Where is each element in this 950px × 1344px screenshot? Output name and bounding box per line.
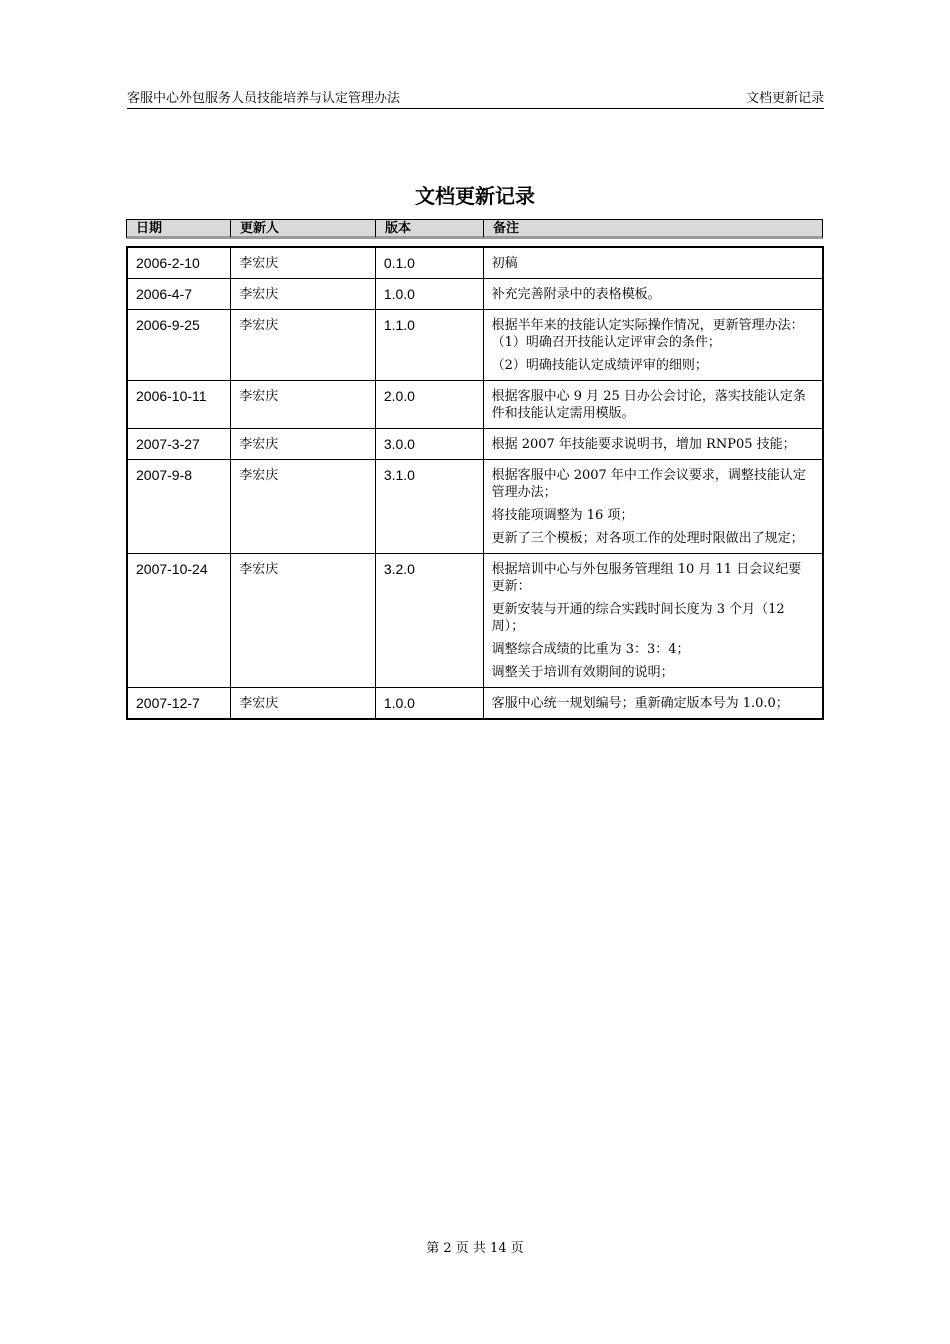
cell-notes xyxy=(483,247,823,279)
table-row xyxy=(127,381,823,429)
note-line: 客服中心统一规划编号；重新确定版本号为 1.0.0； xyxy=(491,696,789,711)
cell-date: 2007-10-24 xyxy=(127,554,231,688)
cell-date: 2006-4-7 xyxy=(127,279,231,310)
column-header-date: 日期 xyxy=(127,220,231,237)
cell-date: 2006-2-10 xyxy=(127,247,231,279)
note-line: 更新安装与开通的综合实践时间长度为 3 个月（12 周）； xyxy=(491,602,785,634)
table-row xyxy=(127,460,823,554)
note-line: 补充完善附录中的表格模板。 xyxy=(491,287,661,302)
cell-version: 2.0.0 xyxy=(375,381,483,429)
header-document-title: 客服中心外包服务人员技能培养与认定管理办法 xyxy=(127,91,401,106)
cell-notes xyxy=(483,554,823,688)
table-header xyxy=(126,219,823,239)
cell-notes xyxy=(483,279,823,310)
note-line: 更新了三个模板；对各项工作的处理时限做出了规定； xyxy=(491,531,804,546)
header-section-title: 文档更新记录 xyxy=(745,91,824,106)
cell-notes xyxy=(483,310,823,381)
note-line: 调整综合成绩的比重为 3：3：4； xyxy=(491,642,690,657)
cell-person: 李宏庆 xyxy=(231,279,376,310)
page-title: 文档更新记录 xyxy=(415,184,535,208)
table-row xyxy=(127,429,823,460)
cell-person: 李宏庆 xyxy=(231,688,376,720)
cell-notes xyxy=(483,688,823,720)
cell-notes xyxy=(483,429,823,460)
cell-date: 2006-9-25 xyxy=(127,310,231,381)
note-line: 将技能项调整为 16 项； xyxy=(491,508,634,523)
note-line: 根据半年来的技能认定实际操作情况，更新管理办法：（1）明确召开技能认定评审会的条件； xyxy=(491,318,804,350)
table-row xyxy=(127,688,823,720)
note-line: 初稿 xyxy=(491,256,518,271)
update-log-table xyxy=(126,246,824,720)
column-header-notes: 备注 xyxy=(493,221,520,236)
cell-version: 3.1.0 xyxy=(375,460,483,554)
table-row xyxy=(127,279,823,310)
cell-version: 0.1.0 xyxy=(375,247,483,279)
cell-person: 李宏庆 xyxy=(231,554,376,688)
column-header-person: 更新人 xyxy=(231,220,376,237)
cell-person: 李宏庆 xyxy=(231,310,376,381)
note-line: 根据客服中心 2007 年中工作会议要求，调整技能认定管理办法； xyxy=(491,468,806,500)
cell-person: 李宏庆 xyxy=(231,247,376,279)
cell-notes xyxy=(483,381,823,429)
table-row xyxy=(127,554,823,688)
cell-version: 3.2.0 xyxy=(375,554,483,688)
column-header-version: 版本 xyxy=(376,220,484,237)
cell-date: 2007-12-7 xyxy=(127,688,231,720)
cell-person: 李宏庆 xyxy=(231,429,376,460)
cell-notes xyxy=(483,460,823,554)
cell-version: 1.0.0 xyxy=(375,279,483,310)
cell-date: 2007-9-8 xyxy=(127,460,231,554)
note-line: （2）明确技能认定成绩评审的细则； xyxy=(491,358,708,373)
cell-version: 1.0.0 xyxy=(375,688,483,720)
cell-date: 2006-10-11 xyxy=(127,381,231,429)
note-line: 根据客服中心 9 月 25 日办公会讨论，落实技能认定条件和技能认定需用模版。 xyxy=(491,389,806,421)
page-header xyxy=(127,90,824,109)
cell-version: 1.1.0 xyxy=(375,310,483,381)
cell-person: 李宏庆 xyxy=(231,381,376,429)
cell-person: 李宏庆 xyxy=(231,460,376,554)
page-footer: 第 2 页 共 14 页 xyxy=(426,1241,524,1256)
note-line: 根据培训中心与外包服务管理组 10 月 11 日会议纪要更新： xyxy=(491,562,802,594)
note-line: 根据 2007 年技能要求说明书，增加 RNP05 技能； xyxy=(491,437,796,452)
cell-version: 3.0.0 xyxy=(375,429,483,460)
note-line: 调整关于培训有效期间的说明； xyxy=(491,665,674,680)
table-row xyxy=(127,310,823,381)
table-row xyxy=(127,247,823,279)
cell-date: 2007-3-27 xyxy=(127,429,231,460)
